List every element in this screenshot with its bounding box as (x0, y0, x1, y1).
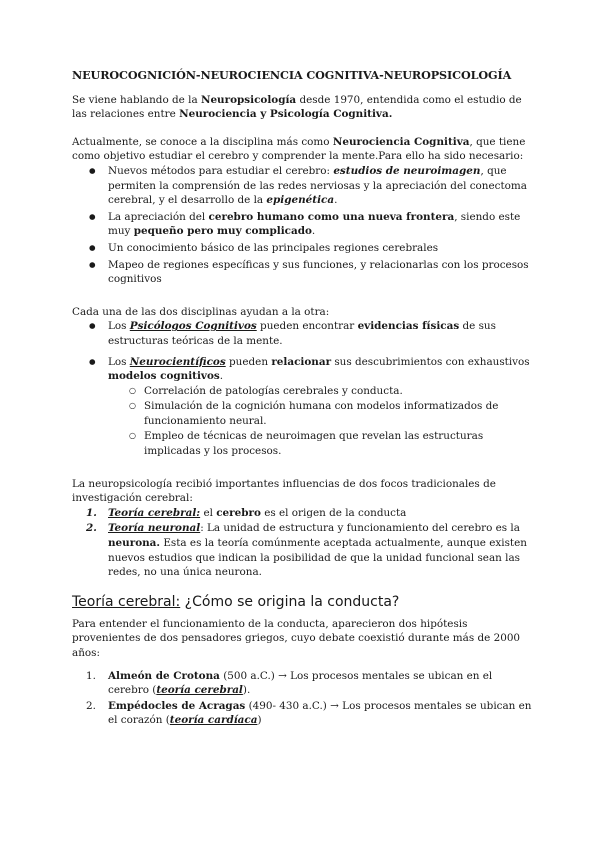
item-bold-italic-underline: Teoría neuronal (108, 522, 201, 535)
item-bold: cerebro humano como una nueva frontera (208, 210, 455, 223)
heading-text: ¿Cómo se origina la conducta? (180, 593, 400, 610)
item-bold: modelos cognitivos (108, 370, 220, 383)
actual-text: Actualmente, se conoce a la disciplina más como (72, 135, 333, 148)
section-heading (72, 593, 534, 611)
item-number: 1. (86, 506, 97, 519)
sub-list (108, 384, 534, 459)
item-number: 2. (86, 522, 97, 535)
item-bold-italic-underline: Teoría cerebral: (108, 506, 201, 519)
item-text: pueden encontrar (256, 320, 358, 333)
list-item (72, 210, 534, 239)
item-text: (500 a.C.) → Los procesos mentales se ubican en el cerebro ( (108, 669, 493, 697)
intro-text: Se viene hablando de la (72, 93, 201, 106)
actual-paragraph (72, 135, 534, 164)
actual-bold: Neurociencia Cognitiva (332, 135, 470, 148)
list-item (72, 164, 534, 208)
actual-text-2: , que tiene como objetivo estudiar el cerebro y comprender la mente.Para ello ha sido necesario: (72, 135, 526, 163)
sub-list-item: ○ Simulación de la cognición humana con modelos informatizados de funcionamiento neural. (72, 399, 534, 428)
item-text: , siendo este muy (108, 210, 521, 238)
item-number: 2. (86, 699, 96, 712)
thinkers-list (72, 669, 534, 728)
item-bold-italic-underline: teoría cardíaca (169, 714, 258, 727)
item-text: . (311, 225, 316, 238)
item-text: sus descubrimientos con exhaustivos (331, 355, 530, 368)
list-item (72, 521, 534, 579)
list-item: ● Un conocimiento básico de las principales regiones cerebrales (72, 241, 534, 256)
section-paragraph: Para entender el funcionamiento de la conducta, aparecieron dos hipótesis provenientes de dos pensadores griegos, cuyo debate coexistió durante más de 2000 años: (72, 617, 521, 659)
item-bold: Almeón de Crotona (108, 669, 220, 682)
item-text: . (334, 194, 338, 207)
item-bold-italic: epigenética (266, 194, 335, 207)
item-number: 1. (86, 669, 96, 682)
item-text: (490- 430 a.C.) → Los procesos mentales se ubican en el corazón ( (108, 699, 532, 727)
influences-lead: La neuropsicología recibió importantes influencias de dos focos tradicionales de investigación cerebral: (72, 477, 496, 505)
item-bold: relacionar (271, 355, 332, 368)
intro-text-2: desde 1970, entendida como el estudio de las relaciones entre (72, 93, 522, 121)
item-text: Nuevos métodos para estudiar el cerebro: (108, 164, 334, 177)
help-lead: Cada una de las dos disciplinas ayudan a la otra: (72, 305, 330, 318)
needs-list (72, 164, 534, 287)
list-item (72, 506, 534, 521)
heading-underlined: Teoría cerebral: (72, 593, 181, 610)
help-list (72, 319, 534, 458)
item-text: pueden (225, 355, 272, 368)
item-bold-italic-underline: Neurocientíficos (129, 355, 226, 368)
item-text: , que permiten la comprensión de las redes nerviosas y la apreciación del conectoma cerebral, y el desarrollo de la (108, 164, 527, 207)
list-item: ● Mapeo de regiones específicas y sus funciones, y relacionarlas con los procesos cognitivos (72, 258, 534, 287)
intro-bold-relations: Neurociencia y Psicología Cognitiva. (179, 108, 393, 121)
item-bold: neurona. (108, 537, 161, 550)
item-bold: pequeño pero muy complicado (133, 225, 312, 238)
item-bold-italic: estudios de neuroimagen (333, 164, 481, 177)
item-bold: Empédocles de Acragas (108, 699, 246, 712)
item-bold: evidencias físicas (357, 320, 460, 333)
document-page (72, 68, 534, 729)
sub-list-item: ○ Correlación de patologías cerebrales y conducta. (72, 384, 534, 399)
list-item (72, 355, 534, 459)
item-text: Los (108, 320, 130, 333)
item-text: ). (242, 684, 251, 697)
item-text: el (200, 506, 217, 519)
item-text: Esta es la teoría comúnmente aceptada actualmente, aunque existen nuevos estudios que indican la posibilidad de que la unidad funcional sean las redes, no una única neurona. (108, 537, 527, 579)
item-bold: cerebro (216, 506, 261, 519)
intro-paragraph (72, 93, 534, 122)
item-bold-italic-underline: Psicólogos Cognitivos (129, 320, 257, 333)
influences-list (72, 506, 534, 580)
item-text: ) (257, 714, 262, 727)
item-text: . (219, 370, 224, 383)
item-bold-italic-underline: teoría cerebral (156, 684, 243, 697)
list-item (72, 699, 534, 728)
document-title: NEUROCOGNICIÓN-NEUROCIENCIA COGNITIVA-NEUROPSICOLOGÍA (72, 68, 512, 82)
item-text: es el origen de la conducta (260, 506, 407, 519)
list-item (72, 669, 534, 698)
intro-bold-neuropsicologia: Neuropsicología (200, 93, 297, 106)
sub-list-item: ○ Empleo de técnicas de neuroimagen que revelan las estructuras implicadas y los procesos. (72, 429, 534, 458)
item-text: de sus estructuras teóricas de la mente. (108, 320, 496, 347)
item-text: Los (108, 355, 130, 368)
list-item (72, 319, 534, 348)
item-text: La apreciación del (108, 210, 209, 223)
item-text: : La unidad de estructura y funcionamiento del cerebro es la (200, 522, 520, 535)
